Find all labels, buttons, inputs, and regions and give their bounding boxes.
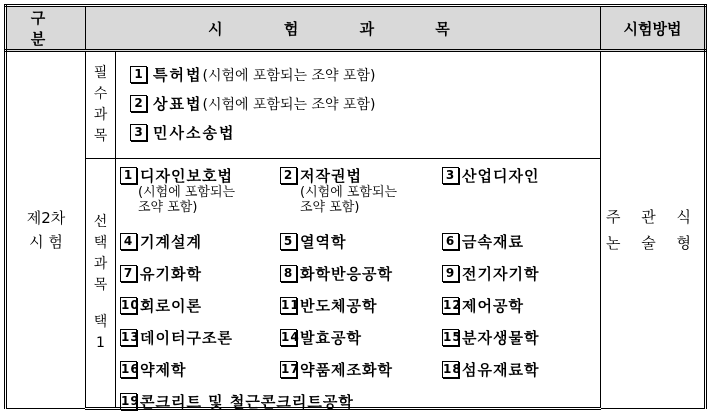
- number-box: 11: [281, 298, 300, 312]
- number-box: 4: [120, 233, 137, 250]
- subject-name: 약제학: [140, 361, 187, 379]
- subject-name: 금속재료: [462, 233, 524, 251]
- subject-name: 분자생물학: [462, 329, 540, 347]
- elective-item: [442, 231, 524, 252]
- exam-subjects-table: [4, 4, 707, 410]
- subject-name: 저작권법: [300, 167, 362, 185]
- number-box: 2: [280, 167, 297, 184]
- required-item: [130, 118, 600, 147]
- elective-item: [280, 327, 362, 348]
- division-cell: [6, 51, 86, 409]
- elective-item: [280, 295, 377, 316]
- elective-item: [442, 165, 539, 186]
- number-box: 10: [121, 298, 140, 312]
- subject-name: 산업디자인: [462, 167, 540, 185]
- number-box: 2: [130, 95, 147, 112]
- subject-note: (시험에 포함되는 조약 포함): [202, 96, 376, 113]
- required-row: [6, 51, 706, 159]
- subject-name: 제어공학: [462, 297, 524, 315]
- elective-item: [442, 359, 539, 380]
- method-line-2: 논 술 형: [605, 234, 699, 252]
- header-row: [6, 6, 706, 51]
- elective-item: [280, 263, 393, 284]
- subject-note: (시험에 포함되는 조약 포함): [138, 185, 236, 215]
- number-box: 12: [443, 298, 462, 312]
- elective-item: [280, 359, 393, 380]
- number-box: 16: [121, 362, 140, 376]
- number-box: 18: [443, 362, 462, 376]
- elective-item: [280, 231, 346, 252]
- elective-item: [120, 231, 202, 252]
- elective-item: [120, 359, 186, 380]
- subject-name: 콘크리트 및 철근콘크리트공학: [140, 393, 354, 411]
- subject-name: 발효공학: [300, 329, 362, 347]
- header-method: 시험방법: [601, 6, 706, 51]
- subject-note: (시험에 포함되는 조약 포함): [202, 67, 376, 84]
- elective-item: [120, 295, 202, 316]
- subject-name: 기계설계: [140, 233, 202, 251]
- subject-name: 민사소송법: [153, 124, 236, 142]
- elective-item: [442, 295, 524, 316]
- number-box: 3: [130, 124, 147, 141]
- subject-name: 전기자기학: [462, 265, 540, 283]
- subject-name: 반도체공학: [300, 297, 378, 315]
- header-subjects: 시 험 과 목: [86, 6, 601, 51]
- elective-item: [442, 327, 539, 348]
- division-line-1: 제2차: [26, 209, 66, 227]
- subject-name: 데이터구조론: [140, 329, 233, 347]
- elective-item: [120, 391, 354, 412]
- method-line-1: 주 관 식: [605, 208, 699, 226]
- number-box: 3: [442, 167, 459, 184]
- elective-item: [120, 263, 202, 284]
- subject-name: 유기화학: [140, 265, 202, 283]
- number-box: 8: [280, 265, 297, 282]
- elective-item: [442, 263, 539, 284]
- number-box: 17: [281, 362, 300, 376]
- header-division: 구 분: [6, 6, 86, 51]
- elective-item: [120, 327, 233, 348]
- number-box: 15: [443, 330, 462, 344]
- required-item: [130, 89, 600, 118]
- subject-note: (시험에 포함되는 조약 포함): [300, 185, 398, 215]
- required-subjects: [116, 51, 601, 159]
- elective-item: [280, 165, 362, 186]
- subject-name: 디자인보호법: [140, 167, 233, 185]
- number-box: 19: [121, 394, 140, 408]
- elective-item: [120, 165, 233, 186]
- number-box: 6: [442, 233, 459, 250]
- elective-category-label: 선 택 과 목 택 1: [86, 159, 116, 409]
- subject-name: 화학반응공학: [300, 265, 393, 283]
- required-item: [130, 60, 600, 89]
- number-box: 9: [442, 265, 459, 282]
- number-box: 1: [120, 167, 137, 184]
- subject-name: 회로이론: [140, 297, 202, 315]
- subject-name: 열역학: [300, 233, 347, 251]
- subject-name: 약품제조화학: [300, 361, 393, 379]
- number-box: 14: [281, 330, 300, 344]
- number-box: 13: [121, 330, 140, 344]
- required-category-label: 필 수 과 목: [86, 51, 116, 159]
- number-box: 7: [120, 265, 137, 282]
- method-cell: [601, 51, 706, 409]
- elective-subjects: [116, 159, 601, 409]
- division-line-2: 시 험: [29, 233, 63, 251]
- number-box: 5: [280, 233, 297, 250]
- subject-name: 특허법: [153, 66, 203, 84]
- number-box: 1: [130, 66, 147, 83]
- subject-name: 상표법: [153, 95, 203, 113]
- subject-name: 섬유재료학: [462, 361, 540, 379]
